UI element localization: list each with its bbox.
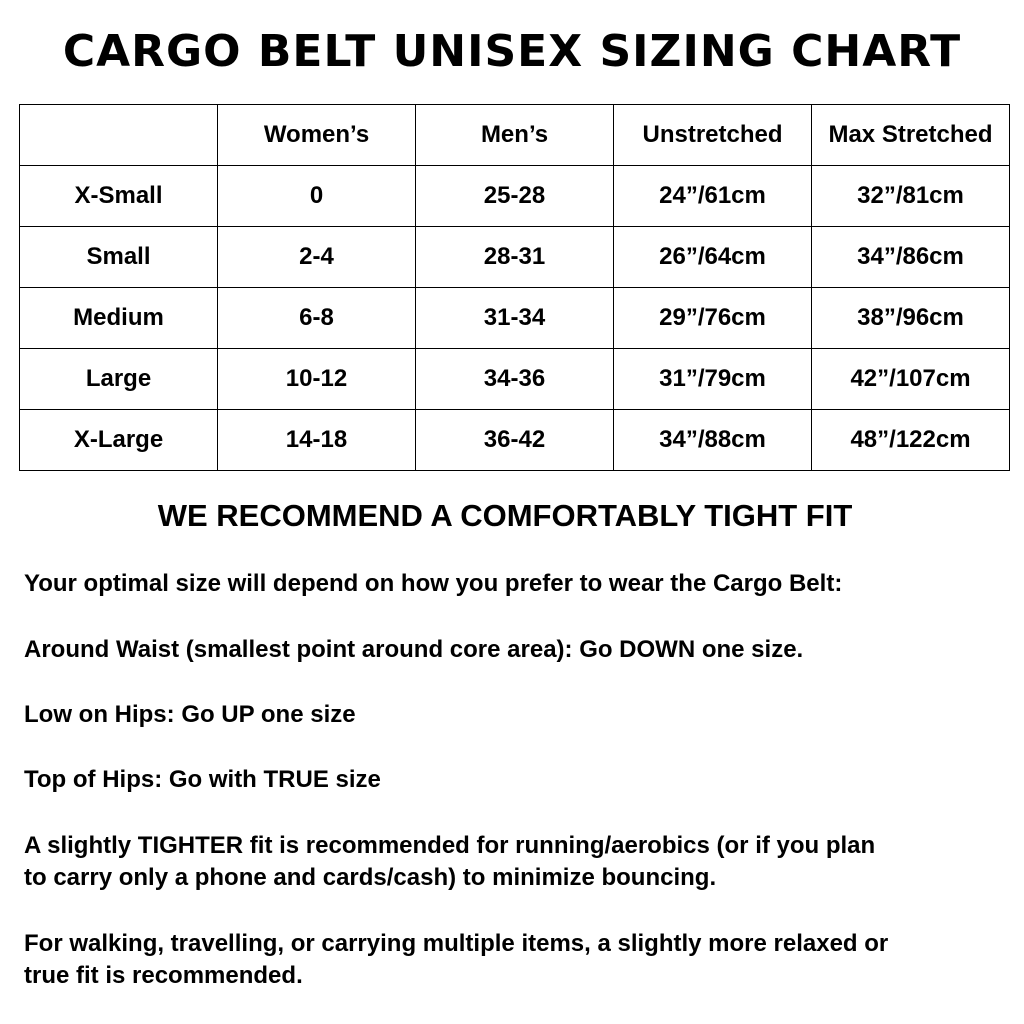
size-label-cell: Small <box>20 227 218 288</box>
fit-recommendation-heading: WE RECOMMEND A COMFORTABLY TIGHT FIT <box>157 498 853 533</box>
low-hips-paragraph: Low on Hips: Go UP one size <box>24 701 356 728</box>
size-label-cell: X-Large <box>20 410 218 471</box>
womens-size-cell: 2-4 <box>218 227 416 288</box>
tighter-fit-paragraph: A slightly TIGHTER fit is recommended for running/aerobics (or if you plan to carry only a phone and cards/cash) to minimize bouncing. <box>24 832 876 891</box>
womens-size-cell: 6-8 <box>218 288 416 349</box>
top-hips-paragraph: Top of Hips: Go with TRUE size <box>24 766 381 793</box>
max-stretched-cell: 32”/81cm <box>812 166 1010 227</box>
unstretched-cell: 24”/61cm <box>614 166 812 227</box>
mens-size-cell: 28-31 <box>416 227 614 288</box>
header-cell-max-stretched: Max Stretched <box>812 105 1010 166</box>
table-row <box>20 349 1010 410</box>
intro-paragraph: Your optimal size will depend on how you prefer to wear the Cargo Belt: <box>24 570 843 597</box>
header-cell-mens: Men’s <box>416 105 614 166</box>
max-stretched-cell: 42”/107cm <box>812 349 1010 410</box>
unstretched-cell: 34”/88cm <box>614 410 812 471</box>
mens-size-cell: 36-42 <box>416 410 614 471</box>
table-row <box>20 288 1010 349</box>
relaxed-fit-paragraph: For walking, travelling, or carrying multiple items, a slightly more relaxed or true fit is recommended. <box>24 930 889 989</box>
size-label-cell: Large <box>20 349 218 410</box>
womens-size-cell: 10-12 <box>218 349 416 410</box>
mens-size-cell: 34-36 <box>416 349 614 410</box>
mens-size-cell: 31-34 <box>416 288 614 349</box>
mens-size-cell: 25-28 <box>416 166 614 227</box>
sizing-table <box>19 104 1010 471</box>
max-stretched-cell: 38”/96cm <box>812 288 1010 349</box>
header-cell-womens: Women’s <box>218 105 416 166</box>
unstretched-cell: 29”/76cm <box>614 288 812 349</box>
max-stretched-cell: 48”/122cm <box>812 410 1010 471</box>
size-label-cell: X-Small <box>20 166 218 227</box>
waist-paragraph: Around Waist (smallest point around core area): Go DOWN one size. <box>24 636 804 663</box>
unstretched-cell: 26”/64cm <box>614 227 812 288</box>
womens-size-cell: 14-18 <box>218 410 416 471</box>
table-row <box>20 227 1010 288</box>
table-row <box>20 166 1010 227</box>
max-stretched-cell: 34”/86cm <box>812 227 1010 288</box>
unstretched-cell: 31”/79cm <box>614 349 812 410</box>
table-header-row <box>20 105 1010 166</box>
page-title: CARGO BELT UNISEX SIZING CHART <box>62 26 962 77</box>
header-cell-unstretched: Unstretched <box>614 105 812 166</box>
size-label-cell: Medium <box>20 288 218 349</box>
womens-size-cell: 0 <box>218 166 416 227</box>
table-row <box>20 410 1010 471</box>
header-cell-empty <box>20 105 218 166</box>
